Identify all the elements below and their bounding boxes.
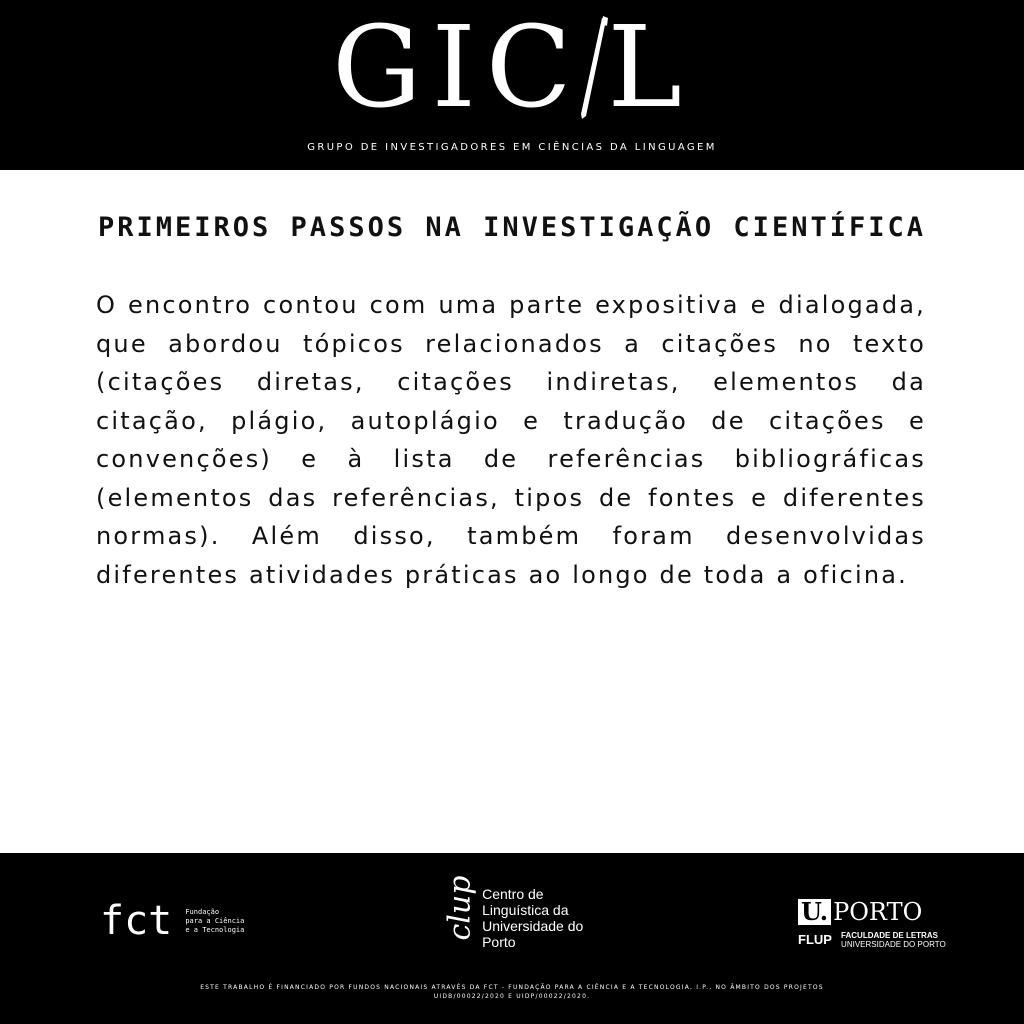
logo-subtitle: GRUPO DE INVESTIGADORES EM CIÊNCIAS DA LINGUAGEM xyxy=(307,142,717,153)
uporto-wordmark xyxy=(798,899,968,925)
clup-mark: clup xyxy=(442,875,478,941)
clup-text xyxy=(482,886,583,950)
gicl-logo xyxy=(0,3,1024,133)
pen-icon xyxy=(586,16,602,121)
clup-line: Linguística da xyxy=(482,902,569,918)
uporto-porto: PORTO xyxy=(833,898,923,926)
fct-line: para a Ciência xyxy=(185,916,245,925)
footer-band xyxy=(0,853,1024,1024)
flup-label: FLUP xyxy=(798,932,832,947)
logo-right: L xyxy=(607,3,692,133)
uporto-logo xyxy=(798,899,968,949)
flup-line xyxy=(798,929,968,949)
fct-line: Fundação xyxy=(185,907,220,916)
logo-left: GIC xyxy=(332,3,582,133)
fct-logo xyxy=(100,898,245,944)
clup-line: Centro de xyxy=(482,886,544,902)
fct-line: e a Tecnologia xyxy=(185,925,245,934)
uporto-u: U. xyxy=(798,899,831,925)
page-title: PRIMEIROS PASSOS NA INVESTIGAÇÃO CIENTÍFICA xyxy=(98,212,926,243)
funding-notice: ESTE TRABALHO É FINANCIADO POR FUNDOS NACIONAIS ATRAVÉS DA FCT - FUNDAÇÃO PARA A CIÊNCIA E A TECNOLOGIA, I.P., NO ÂMBITO DOS PROJETOS UIDB/00022/2020 E UIDP/00022/2020. xyxy=(200,984,824,1000)
body-paragraph: O encontro contou com uma parte expositiva e dialogada, que abordou tópicos relacionados a citações no texto (citações diretas, citações indiretas, elementos da citação, plágio, autoplágio e tradução de citações e convenções) e à lista de referências bibliográficas (elementos das referências, tipos de fontes e diferentes normas). Além disso, também foram desenvolvidas diferentes atividades práticas ao longo de toda a oficina. xyxy=(96,291,926,589)
fct-mark: fct xyxy=(100,898,173,944)
flup-university: UNIVERSIDADE DO PORTO xyxy=(841,939,946,949)
clup-line: Porto xyxy=(482,934,516,950)
fct-text xyxy=(185,908,244,935)
flup-sub xyxy=(841,931,946,949)
header-band xyxy=(0,0,1024,170)
clup-logo xyxy=(442,875,584,950)
flup-faculty: FACULDADE DE LETRAS xyxy=(841,930,938,940)
clup-line: Universidade do xyxy=(482,918,584,934)
